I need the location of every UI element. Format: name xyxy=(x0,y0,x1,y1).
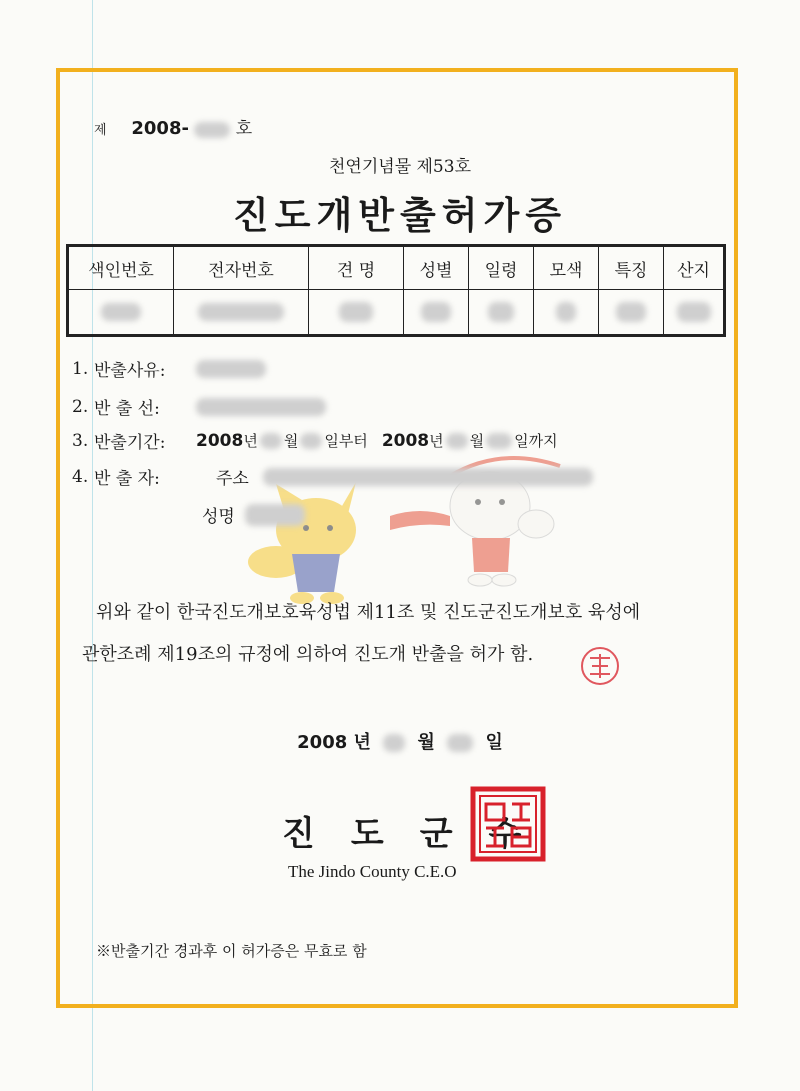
header-features: 특징 xyxy=(599,246,664,290)
field-exporter xyxy=(72,464,593,489)
number-prefix: 제 xyxy=(94,123,107,138)
redacted-value xyxy=(196,360,266,378)
dog-info-table xyxy=(66,244,726,337)
certificate-title: 진도개반출허가증 xyxy=(233,193,567,237)
field-label: 반출사유: xyxy=(94,361,166,381)
period-end-day-unit: 일까지 xyxy=(514,432,558,450)
table-cell xyxy=(469,290,534,336)
body-text-line-2: 관한조례 제19조의 규정에 의하여 진도개 반출을 허가 함. xyxy=(82,644,534,665)
redacted-value xyxy=(447,734,473,752)
redacted-value xyxy=(300,433,322,449)
period-start-year: 2008 xyxy=(196,430,244,451)
name-label: 성명 xyxy=(202,507,235,527)
redacted-value xyxy=(383,734,405,752)
redacted-value xyxy=(339,302,373,322)
issue-month-unit: 월 xyxy=(417,732,435,753)
header-coat-color: 모색 xyxy=(534,246,599,290)
period-start-day-unit: 일부터 xyxy=(324,432,368,450)
table-cell xyxy=(404,290,469,336)
number-year: 2008- xyxy=(131,118,189,139)
redacted-value xyxy=(263,468,593,486)
table-cell xyxy=(534,290,599,336)
body-text-line-1: 위와 같이 한국진도개보호육성법 제11조 및 진도군진도개보호 육성에 xyxy=(96,602,641,623)
period-end-year: 2008 xyxy=(381,430,430,451)
table-cell xyxy=(309,290,404,336)
mascot-yellow-dog xyxy=(236,470,386,610)
header-sex: 성별 xyxy=(404,246,469,290)
table-cell xyxy=(664,290,725,336)
field-label: 반 출 선: xyxy=(94,399,160,419)
field-number: 2. xyxy=(72,396,89,417)
certificate-subtitle: 천연기념물 제53호 xyxy=(329,157,471,177)
header-index-number: 색인번호 xyxy=(68,246,174,290)
redacted-value xyxy=(488,302,514,322)
redacted-value xyxy=(486,433,512,449)
period-year-unit: 년 xyxy=(243,432,258,450)
field-label: 반출기간: xyxy=(94,433,166,453)
field-destination xyxy=(72,394,326,419)
redacted-value xyxy=(556,302,576,322)
redacted-value xyxy=(196,398,326,416)
signer-name: 진도군수 xyxy=(282,814,558,854)
redacted-value xyxy=(260,433,282,449)
field-export-period xyxy=(72,428,558,453)
header-dog-name: 견 명 xyxy=(309,246,404,290)
period-year-unit: 년 xyxy=(429,432,444,450)
issue-date xyxy=(0,728,800,754)
issue-year-unit: 년 xyxy=(353,732,371,753)
field-exporter-name xyxy=(202,502,305,527)
issue-day-unit: 일 xyxy=(485,732,503,753)
small-seal-stamp xyxy=(578,644,622,688)
address-label: 주소 xyxy=(216,469,249,489)
field-export-reason xyxy=(72,356,266,381)
field-label: 반 출 자: xyxy=(94,469,160,489)
redacted-value xyxy=(446,433,468,449)
field-number: 4. xyxy=(72,466,89,487)
official-seal xyxy=(470,786,546,862)
header-chip-number: 전자번호 xyxy=(174,246,309,290)
redacted-value xyxy=(421,302,451,322)
redacted-number xyxy=(194,122,230,138)
footnote: ※반출기간 경과후 이 허가증은 무효로 함 xyxy=(96,942,367,960)
header-age: 일령 xyxy=(469,246,534,290)
signer-english: The Jindo County C.E.O xyxy=(288,862,457,881)
table-row xyxy=(68,290,725,336)
table-cell xyxy=(599,290,664,336)
redacted-value xyxy=(677,302,711,322)
document-number xyxy=(94,114,252,139)
table-cell xyxy=(174,290,309,336)
redacted-value xyxy=(245,504,305,526)
field-number: 3. xyxy=(72,430,89,451)
redacted-value xyxy=(198,303,284,321)
issue-year: 2008 xyxy=(297,732,348,753)
period-month-unit: 월 xyxy=(469,432,485,450)
header-origin: 산지 xyxy=(664,246,725,290)
field-number: 1. xyxy=(72,358,89,379)
number-suffix: 호 xyxy=(235,119,253,139)
table-header-row xyxy=(68,246,725,290)
redacted-value xyxy=(101,303,141,321)
table-cell xyxy=(68,290,174,336)
period-month-unit: 월 xyxy=(283,432,299,450)
redacted-value xyxy=(616,302,646,322)
